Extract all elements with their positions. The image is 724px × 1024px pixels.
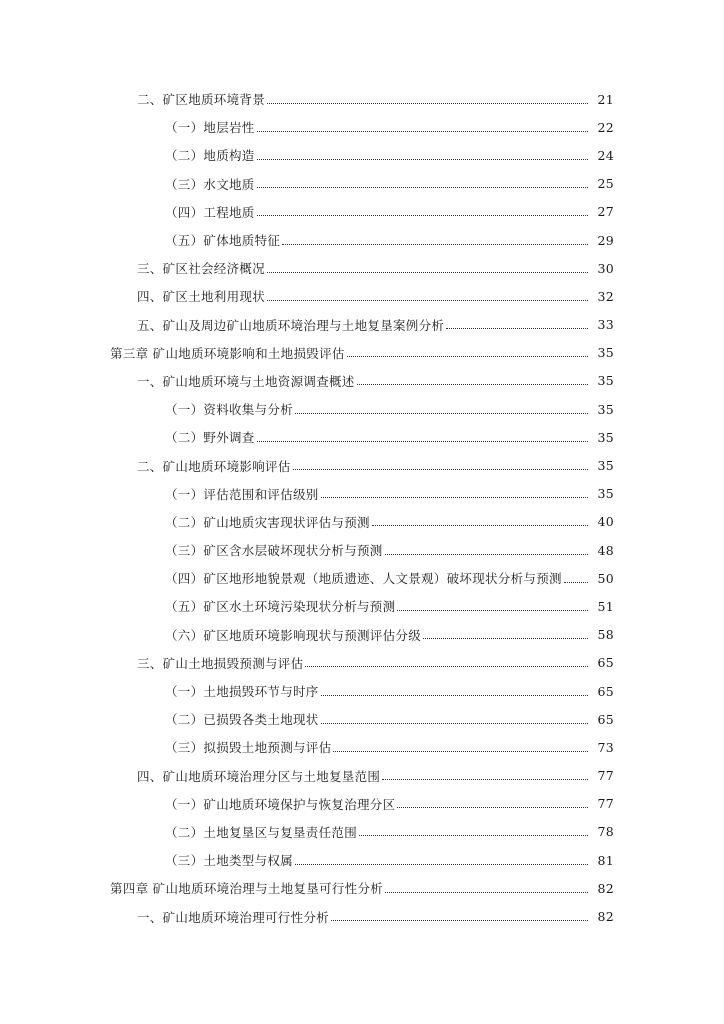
toc-entry-title: （一）矿山地质环境保护与恢复治理分区	[165, 796, 396, 812]
toc-entry-page-number: 77	[597, 796, 614, 812]
toc-entry-page-number: 51	[597, 598, 614, 614]
toc-entry-title: （四）矿区地形地貌景观（地质遗迹、人文景观）破坏现状分析与预测	[165, 571, 562, 587]
dot-leader	[564, 582, 588, 583]
toc-entry-page-number: 32	[597, 288, 614, 304]
toc-entry-title: （三）矿区含水层破坏现状分析与预测	[165, 543, 383, 559]
dot-leader	[397, 807, 588, 808]
toc-entry-title: 四、矿山地质环境治理分区与土地复垦范围	[137, 768, 381, 784]
dot-leader	[257, 215, 588, 216]
toc-entry-title: （二）土地复垦区与复垦责任范围	[165, 824, 358, 840]
toc-entry-title: （二）野外调查	[165, 430, 255, 446]
toc-entry-title: 第四章 矿山地质环境治理与土地复垦可行性分析	[110, 881, 384, 897]
toc-entry-title: （五）矿体地质特征	[165, 233, 281, 249]
toc-entry-title: （一）评估范围和评估级别	[165, 486, 319, 502]
toc-entry-page-number: 82	[597, 880, 614, 896]
toc-entry-title: （一）地层岩性	[165, 120, 255, 136]
toc-entry[interactable]	[0, 395, 724, 423]
toc-entry-title: （三）水文地质	[165, 176, 255, 192]
toc-entry-page-number: 35	[597, 429, 614, 445]
toc-entry[interactable]	[0, 423, 724, 451]
toc-entry-page-number: 50	[597, 570, 614, 586]
toc-entry-title: （二）矿山地质灾害现状评估与预测	[165, 514, 370, 530]
toc-entry-page-number: 35	[597, 345, 614, 361]
toc-entry-title: （一）资料收集与分析	[165, 402, 294, 418]
toc-entry-title: （三）拟损毁土地预测与评估	[165, 740, 332, 756]
dot-leader	[321, 723, 588, 724]
dot-leader	[305, 666, 588, 667]
toc-entry[interactable]	[0, 339, 724, 367]
toc-entry[interactable]	[0, 282, 724, 310]
dot-leader	[321, 695, 588, 696]
toc-entry-title: （二）地质构造	[165, 148, 255, 164]
toc-entry[interactable]	[0, 621, 724, 649]
toc-entry-page-number: 27	[597, 204, 614, 220]
toc-entry[interactable]	[0, 141, 724, 169]
toc-entry-page-number: 48	[597, 542, 614, 558]
dot-leader	[293, 469, 588, 470]
toc-entry-page-number: 81	[597, 852, 614, 868]
toc-entry-page-number: 78	[597, 824, 614, 840]
toc-entry-page-number: 82	[597, 909, 614, 925]
toc-entry-title: 三、矿山土地损毁预测与评估	[137, 655, 304, 671]
dot-leader	[295, 413, 588, 414]
toc-entry[interactable]	[0, 649, 724, 677]
toc-entry-page-number: 35	[597, 401, 614, 417]
toc-entry-page-number: 65	[597, 711, 614, 727]
toc-entry-page-number: 29	[597, 232, 614, 248]
dot-leader	[267, 103, 588, 104]
toc-entry-title: 二、矿山地质环境影响评估	[137, 458, 291, 474]
dot-leader	[359, 835, 588, 836]
toc-entry[interactable]	[0, 762, 724, 790]
toc-entry[interactable]	[0, 508, 724, 536]
toc-entry[interactable]	[0, 677, 724, 705]
dot-leader	[282, 244, 588, 245]
dot-leader	[321, 497, 588, 498]
toc-entry-page-number: 25	[597, 176, 614, 192]
toc-entry[interactable]	[0, 592, 724, 620]
toc-entry[interactable]	[0, 790, 724, 818]
toc-entry[interactable]	[0, 367, 724, 395]
dot-leader	[357, 384, 588, 385]
dot-leader	[295, 864, 588, 865]
toc-entry-page-number: 33	[597, 317, 614, 333]
toc-entry-page-number: 21	[597, 91, 614, 107]
dot-leader	[423, 638, 588, 639]
toc-entry-page-number: 35	[597, 458, 614, 474]
toc-entry[interactable]	[0, 536, 724, 564]
dot-leader	[267, 272, 588, 273]
toc-entry[interactable]	[0, 846, 724, 874]
dot-leader	[257, 187, 588, 188]
dot-leader	[333, 751, 588, 752]
dot-leader	[347, 356, 588, 357]
toc-entry[interactable]	[0, 902, 724, 930]
dot-leader	[385, 892, 588, 893]
dot-leader	[446, 328, 588, 329]
dot-leader	[257, 131, 588, 132]
toc-entry[interactable]	[0, 733, 724, 761]
toc-entry-title: （五）矿区水土环境污染现状分析与预测	[165, 599, 396, 615]
toc-entry-title: 一、矿山地质环境与土地资源调查概述	[137, 373, 355, 389]
dot-leader	[257, 159, 588, 160]
toc-entry-title: 一、矿山地质环境治理可行性分析	[137, 909, 330, 925]
toc-entry-page-number: 35	[597, 486, 614, 502]
dot-leader	[372, 525, 588, 526]
toc-entry-page-number: 73	[597, 739, 614, 755]
toc-entry-page-number: 24	[597, 147, 614, 163]
toc-entry[interactable]	[0, 818, 724, 846]
toc-entry-title: （一）土地损毁环节与时序	[165, 684, 319, 700]
toc-entry[interactable]	[0, 480, 724, 508]
dot-leader	[382, 779, 588, 780]
toc-entry-page-number: 35	[597, 373, 614, 389]
toc-entry[interactable]	[0, 170, 724, 198]
toc-entry-title: 五、矿山及周边矿山地质环境治理与土地复垦案例分析	[137, 317, 445, 333]
toc-entry[interactable]	[0, 226, 724, 254]
toc-entry-page-number: 77	[597, 768, 614, 784]
toc-entry-page-number: 58	[597, 627, 614, 643]
toc-entry-title: 四、矿区土地利用现状	[137, 289, 266, 305]
toc-entry-title: （四）工程地质	[165, 204, 255, 220]
dot-leader	[257, 441, 588, 442]
toc-entry-title: 三、矿区社会经济概况	[137, 261, 266, 277]
table-of-contents	[0, 85, 724, 931]
toc-entry-page-number: 40	[597, 514, 614, 530]
toc-entry[interactable]	[0, 451, 724, 479]
toc-entry[interactable]	[0, 198, 724, 226]
toc-entry[interactable]	[0, 254, 724, 282]
toc-entry-title: （二）已损毁各类土地现状	[165, 712, 319, 728]
toc-entry-title: （三）土地类型与权属	[165, 853, 294, 869]
toc-entry-title: 第三章 矿山地质环境影响和土地损毁评估	[110, 345, 345, 361]
toc-entry[interactable]	[0, 85, 724, 113]
dot-leader	[385, 554, 588, 555]
dot-leader	[331, 920, 588, 921]
toc-entry-page-number: 65	[597, 683, 614, 699]
toc-entry[interactable]	[0, 311, 724, 339]
toc-entry[interactable]	[0, 113, 724, 141]
toc-entry[interactable]	[0, 564, 724, 592]
toc-entry-page-number: 65	[597, 655, 614, 671]
toc-entry-page-number: 22	[597, 119, 614, 135]
toc-entry-title: （六）矿区地质环境影响现状与预测评估分级	[165, 627, 422, 643]
toc-entry[interactable]	[0, 705, 724, 733]
toc-entry-title: 二、矿区地质环境背景	[137, 92, 266, 108]
toc-entry[interactable]	[0, 874, 724, 902]
dot-leader	[397, 610, 588, 611]
dot-leader	[267, 300, 588, 301]
toc-entry-page-number: 30	[597, 260, 614, 276]
